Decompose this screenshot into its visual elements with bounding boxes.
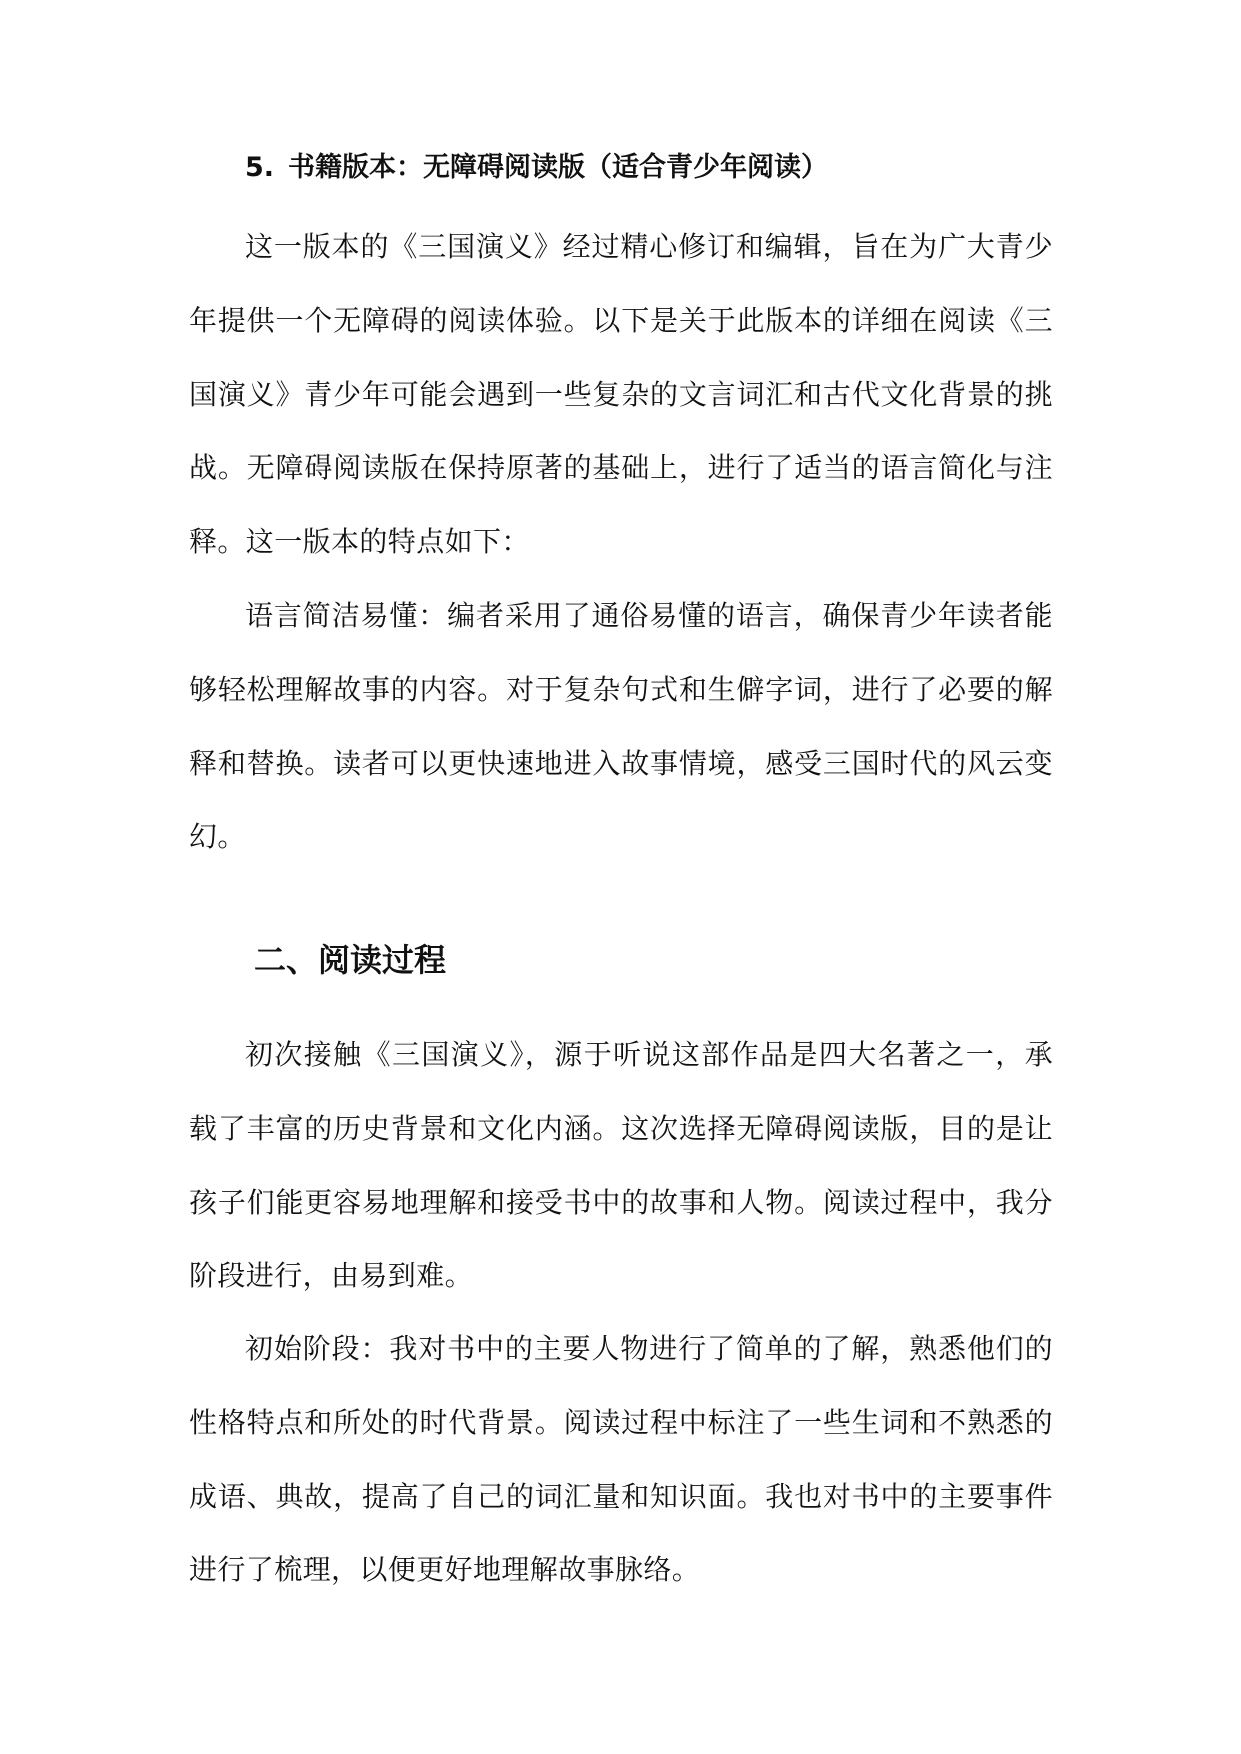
first-contact-paragraph: 初次接触《三国演义》，源于听说这部作品是四大名著之一，承载了丰富的历史背景和文化内涵。这次选择无障碍阅读版，目的是让孩子们能更容易地理解和接受书中的故事和人物。阅读过程中，我分阶段进行，由易到难。 <box>189 1038 1053 1293</box>
subheading-text: 书籍版本：无障碍阅读版（适合青少年阅读） <box>288 152 829 183</box>
chapter-heading: 二、阅读过程 <box>254 941 447 979</box>
subheading-number: 5. <box>245 152 275 183</box>
initial-stage-paragraph: 初始阶段：我对书中的主要人物进行了简单的了解，熟悉他们的性格特点和所处的时代背景。阅读过程中标注了一些生词和不熟悉的成语、典故，提高了自己的词汇量和知识面。我也对书中的主要事件进行了梳理，以便更好地理解故事脉络。 <box>189 1332 1053 1587</box>
section-subheading <box>245 148 1145 188</box>
language-feature-paragraph: 语言简洁易懂：编者采用了通俗易懂的语言，确保青少年读者能够轻松理解故事的内容。对于复杂句式和生僻字词，进行了必要的解释和替换。读者可以更快速地进入故事情境，感受三国时代的风云变幻。 <box>189 599 1053 854</box>
version-description-paragraph: 这一版本的《三国演义》经过精心修订和编辑，旨在为广大青少年提供一个无障碍的阅读体验。以下是关于此版本的详细在阅读《三国演义》青少年可能会遇到一些复杂的文言词汇和古代文化背景的挑战。无障碍阅读版在保持原著的基础上，进行了适当的语言简化与注释。这一版本的特点如下： <box>189 230 1053 559</box>
